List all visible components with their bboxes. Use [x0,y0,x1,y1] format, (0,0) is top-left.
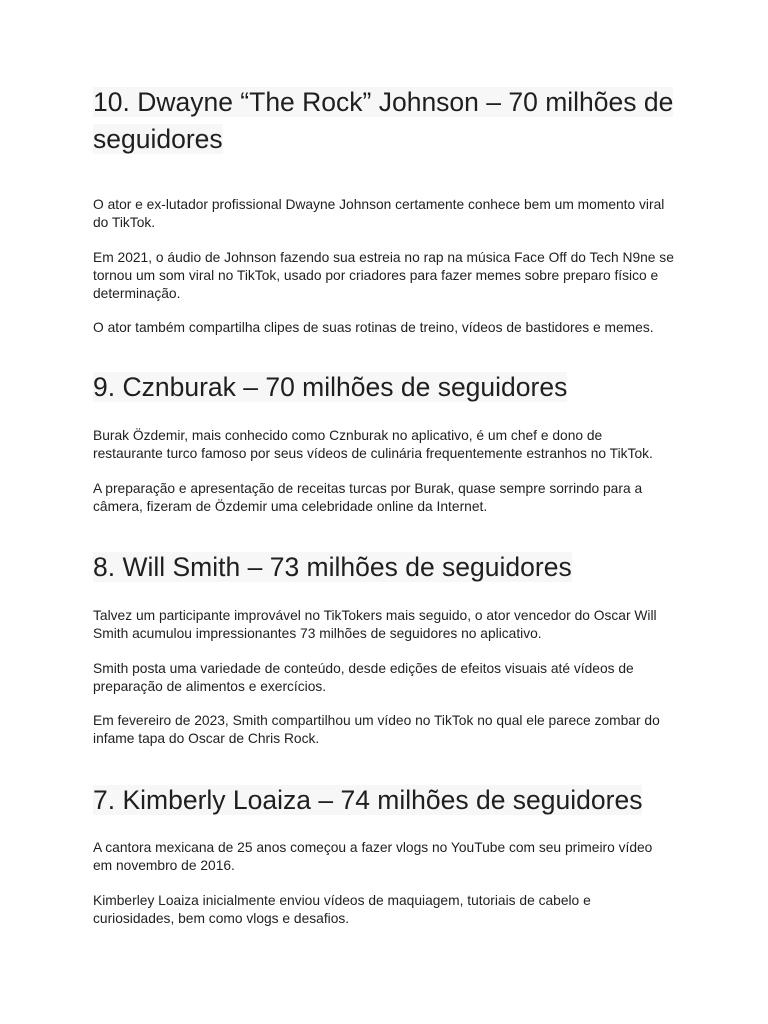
paragraph: Em 2021, o áudio de Johnson fazendo sua estreia no rap na música Face Off do Tech N9ne se tornou um som viral no TikTok, usado por criadores para fazer memes sobre preparo físico e determinação. [93,250,674,301]
section-will-smith [93,549,675,746]
paragraph: A preparação e apresentação de receitas turcas por Burak, quase sempre sorrindo para a câmera, fizeram de Özdemir uma celebridade online da Internet. [93,481,643,514]
paragraph: Kimberley Loaiza inicialmente enviou vídeos de maquiagem, tutoriais de cabelo e curiosidades, bem como vlogs e desafios. [93,893,591,926]
paragraph: Em fevereiro de 2023, Smith compartilhou um vídeo no TikTok no qual ele parece zombar do infame tapa do Oscar de Chris Rock. [93,713,660,746]
paragraph: A cantora mexicana de 25 anos começou a fazer vlogs no YouTube com seu primeiro vídeo em novembro de 2016. [93,840,653,873]
paragraph: Burak Özdemir, mais conhecido como Cznburak no aplicativo, é um chef e dono de restaurante turco famoso por seus vídeos de culinária frequentemente estranhos no TikTok. [93,428,653,461]
heading-text: 9. Cznburak – 70 milhões de seguidores [93,372,568,402]
paragraph: O ator e ex-lutador profissional Dwayne Johnson certamente conhece bem um momento viral do TikTok. [93,197,665,230]
paragraph: Smith posta uma variedade de conteúdo, desde edições de efeitos visuais até vídeos de preparação de alimentos e exercícios. [93,661,634,694]
section-kimberly-loaiza [93,782,675,926]
section-dwayne-johnson [93,84,675,335]
section-heading [93,782,675,819]
section-heading [93,84,675,158]
heading-text: 8. Will Smith – 73 milhões de seguidores [93,552,572,582]
section-heading [93,369,675,406]
section-heading [93,549,675,586]
heading-text: 10. Dwayne “The Rock” Johnson – 70 milhões de seguidores [93,87,674,154]
section-cznburak [93,369,675,514]
paragraph: Talvez um participante improvável no TikTokers mais seguido, o ator vencedor do Oscar Will Smith acumulou impressionantes 73 milhões de seguidores no aplicativo. [93,608,657,641]
heading-text: 7. Kimberly Loaiza – 74 milhões de seguidores [93,785,643,815]
paragraph: O ator também compartilha clipes de suas rotinas de treino, vídeos de bastidores e memes. [93,320,654,335]
